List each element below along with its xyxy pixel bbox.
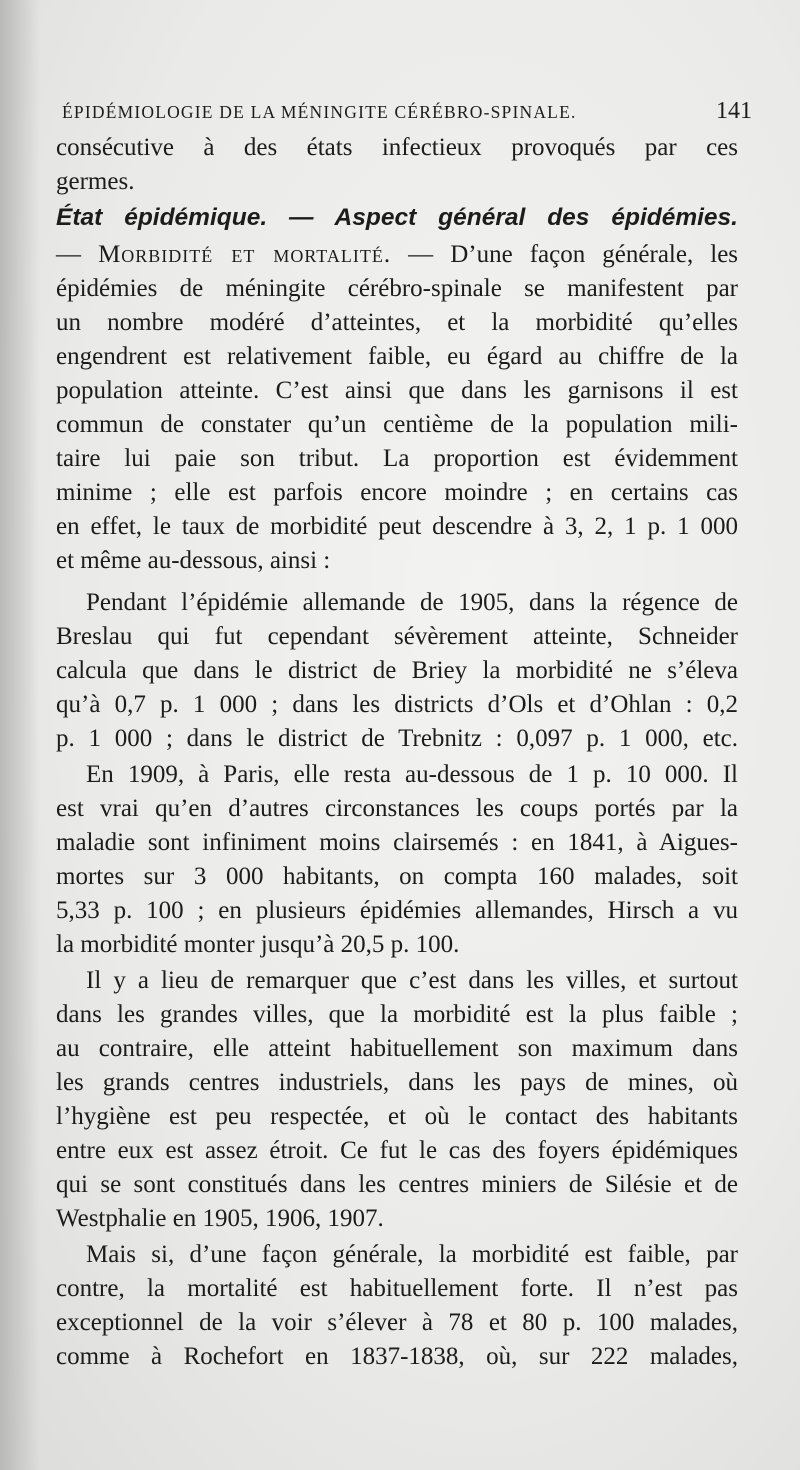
- text-line: et même au-dessous, ainsi :: [56, 547, 331, 574]
- text-line: en effet, le taux de morbidité peut descendre à 3, 2, 1 p. 1 000: [56, 513, 738, 540]
- text-line: population atteinte. C’est ainsi que dans les garnisons il est: [56, 377, 738, 404]
- text-line: épidémies de méningite cérébro-spinale se manifestent par: [56, 275, 738, 302]
- text-line: consécutive à des états infectieux provoqués par ces: [56, 134, 738, 161]
- text-line: contre, la mortalité est habituellement forte. Il n’est pas: [56, 1275, 738, 1302]
- text-run: — D’une façon générale, les: [408, 241, 739, 268]
- text-line: maladie sont infiniment moins clairsemés : en 1841, à Aigues-: [56, 829, 738, 856]
- text-line: qu’à 0,7 p. 1 000 ; dans les districts d’Ols et d’Ohlan : 0,2: [56, 691, 738, 718]
- text-line: En 1909, à Paris, elle resta au-dessous de 1 p. 10 000. Il: [86, 761, 738, 788]
- text-line: 5,33 p. 100 ; en plusieurs épidémies allemandes, Hirsch a vu: [56, 897, 738, 924]
- text-line: un nombre modéré d’atteintes, et la morbidité qu’elles: [56, 309, 738, 336]
- text-line: germes.: [56, 168, 135, 195]
- text-line: la morbidité monter jusqu’à 20,5 p. 100.: [56, 931, 460, 958]
- text-line: entre eux est assez étroit. Ce fut le cas des foyers épidémiques: [56, 1137, 738, 1164]
- text-line: Mais si, d’une façon générale, la morbidité est faible, par: [86, 1241, 738, 1268]
- text-line: exceptionnel de la voir s’élever à 78 et 80 p. 100 malades,: [56, 1309, 738, 1336]
- text-line: taire lui paie son tribut. La proportion est évidemment: [56, 445, 738, 472]
- dash: —: [56, 241, 81, 268]
- text-line: est vrai qu’en d’autres circonstances les coups portés par la: [56, 795, 738, 822]
- section-heading: État épidémique. — Aspect général des épidémies.: [56, 204, 738, 231]
- text-line: Breslau qui fut cependant sévèrement atteinte, Schneider: [56, 623, 738, 650]
- text-line: dans les grandes villes, que la morbidité est la plus faible ;: [56, 1001, 738, 1028]
- text-line: engendrent est relativement faible, eu égard au chiffre de la: [56, 343, 738, 370]
- text-line: comme à Rochefort en 1837-1838, où, sur 222 malades,: [56, 1343, 738, 1370]
- text-line: l’hygiène est peu respectée, et où le contact des habitants: [56, 1103, 738, 1130]
- page-header: [62, 98, 752, 130]
- text-line: mortes sur 3 000 habitants, on compta 160 malades, soit: [56, 863, 738, 890]
- text-line: p. 1 000 ; dans le district de Trebnitz : 0,097 p. 1 000, etc.: [56, 725, 738, 752]
- text-line: Westphalie en 1905, 1906, 1907.: [56, 1205, 384, 1232]
- text-line: au contraire, elle atteint habituellement son maximum dans: [56, 1035, 738, 1062]
- text-line: Pendant l’épidémie allemande de 1905, dans la régence de: [86, 589, 738, 616]
- subsection-title: Morbidité et mortalité.: [98, 241, 392, 268]
- text-line: commun de constater qu’un centième de la population mili-: [56, 411, 738, 438]
- text-line: qui se sont constitués dans les centres miniers de Silésie et de: [56, 1171, 738, 1198]
- text-line: Il y a lieu de remarquer que c’est dans les villes, et surtout: [86, 967, 738, 994]
- running-title: ÉPIDÉMIOLOGIE DE LA MÉNINGITE CÉRÉBRO-SPINALE.: [62, 102, 577, 122]
- page-gutter-shadow: [0, 0, 40, 1470]
- text-line: calcula que dans le district de Briey la morbidité ne s’éleva: [56, 657, 738, 684]
- text-line: les grands centres industriels, dans les pays de mines, où: [56, 1069, 738, 1096]
- text-line: [56, 238, 738, 272]
- page-number: 141: [716, 98, 752, 124]
- text-line: minime ; elle est parfois encore moindre ; en certains cas: [56, 479, 738, 506]
